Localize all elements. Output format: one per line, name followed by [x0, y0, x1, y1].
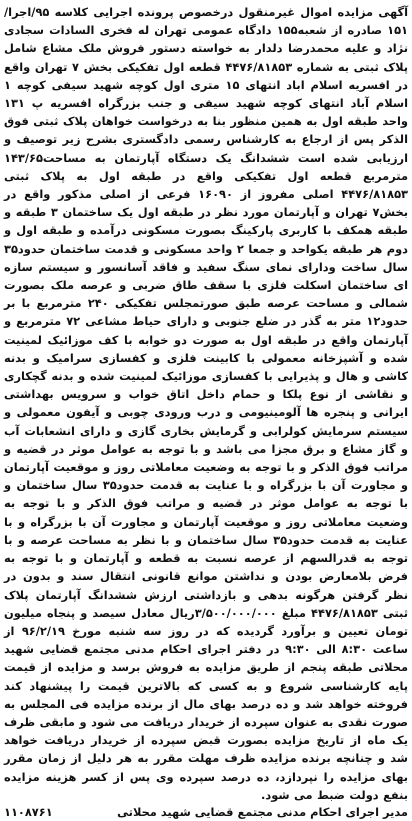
notice-footer	[4, 804, 408, 821]
notice-signature: مدیر اجرای احکام مدنی مجتمع قضایی شهید محلاتی	[117, 804, 408, 819]
notice-body-text: آگهی مزایده اموال غیرمنقول درخصوص پرونده اجرایی کلاسه ۹۵/اجرا/۱۵۱ صادره از شعبه۱۵۵ دادگاه عمومی تهران له فخری السادات سجادی نژاد و علیه محمدرضا دلدار به خواسته دستور فروش ملک مشاع شامل پلاک ثبتی به شماره ۴۴۷۶/۸۱۸۵۳ قطعه اول تفکیکی بخش ۷ تهران واقع در افسریه اسلام اباد انتهای ۱۵ متری اول کوچه شهید سیفی کوچه ۱ اسلام آباد انتهای کوچه شهید سیفی و جنب بزرگراه افسریه پ ۱۳۱ واحد طبقه اول به همین منظور بنا به درخواست خواهان پلاک ثبتی فوق الذکر پس از ارجاع به کارشناس رسمی دادگستری بشرح زیر توصیف و ارزیابی شده است ششدانگ یک دستگاه آپارتمان به مساحت۱۴۳/۶۵ مترمربع قطعه اول تفکیکی واقع در طبقه اول به پلاک ثبتی ۴۴۷۶/۸۱۸۵۳ اصلی مفروز از ۱۶۰۹۰ فرعی از اصلی مذکور واقع در بخش۷ تهران و آپارتمان مورد نظر در طبقه اول یک ساختمان ۳ طبقه و طبقه همکف با کاربری پارکینگ بصورت مسکونی درآمده و طبقه اول و دوم هر طبقه یکواحد و جمعا ۲ واحد مسکونی و قدمت ساختمان حدود۳۵ سال ساخت ودارای نمای سنگ سفید و فاقد آسانسور و سیستم سازه ای ساختمان اسکلت فلزی با سقف طاق ضربی و عرصه ملک بصورت شمالی و مساحت عرصه طبق صورتمجلس تفکیکی ۲۴۰ مترمربع با بر حدود۱۲ متر به گذر در ضلع جنوبی و دارای حیاط مشاعی ۷۲ مترمربع و آپارتمان واقع در طبقه اول به صورت دو خوابه با کف موزائیک لمینیت شده و آشپزخانه معمولی با کابینت فلزی و کفسازی سرامیک و بدنه کاشی و هال و پذیرایی با کفسازی موزائیک لمینیت شده و بدنه گچکاری و نقاشی از نوع پلکا و حمام داخل اتاق خواب و سرویس بهداشتی ایرانی و پنجره ها آلومینیومی و درب ورودی چوبی و آیفون معمولی و سیستم سرمایش کولرابی و گرمایش بخاری گازی و دارای انشعابات آب و گاز مشاع و برق مجزا می باشد و با توجه به عوامل موثر در قضیه و مراتب فوق الذکر و با توجه به وضعیت معاملاتی روز و موقعیت آپارتمان و مجاورت آن با بزرگراه و با عنایت به قدمت حدود۳۵ سال ساختمان و با توجه به عوامل موثر در قضیه و مراتب فوق الذکر و با توجه به وضعیت معاملاتی روز و موقعیت آپارتمان و مجاورت آن با بزرگراه و با عنایت به قدمت حدود۳۵ سال ساختمان و با نظر به مساحت عرصه و با توجه به قدرالسهم از عرصه نسبت به قطعه و آپارتمان و با توجه به فرض بلامعارض بودن و نداشتن موانع قانونی انتقال سند و بدون در نظر گرفتن هرگونه بدهی و بازداشتی ارزش ششدانگ آپارتمان پلاک ثبتی ۴۴۷۶/۸۱۸۵۳ مبلغ ۳/۵۰۰/۰۰۰/۰۰۰ریال معادل سیصد و پنجاه میلیون تومان تعیین و برآورد گردیده که در روز سه شنبه مورخ ۹۶/۲/۱۹ از ساعت ۸:۳۰ الی ۹:۳۰ در دفتر اجرای احکام مدنی مجتمع قضایی شهید محلاتی طبقه پنجم از طریق مزایده به فروش برسد و مزایده از قیمت پایه کارشناسی شروع و به کسی که بالاترین قیمت را پیشنهاد کند فروخته خواهد شد و ده درصد بهای مال از برنده مزایده فی المجلس به صورت نقدی به عنوان سپرده از خریدار دریافت می شود و مابقی ظرف یک ماه از تاریخ مزایده بصورت قبض سپرده از خریدار دریافت خواهد شد و چنانچه برنده مزایده ظرف مهلت مقرر به هر دلیل از زمان مقرر بهای مزایده را نپردازد، ده درصد سپرده وی پس از کسر هزینه مزایده بنفع دولت ضبط می شود.	[4, 5, 409, 802]
notice-code: ۱۱۰۸۷۶۱	[4, 804, 53, 819]
